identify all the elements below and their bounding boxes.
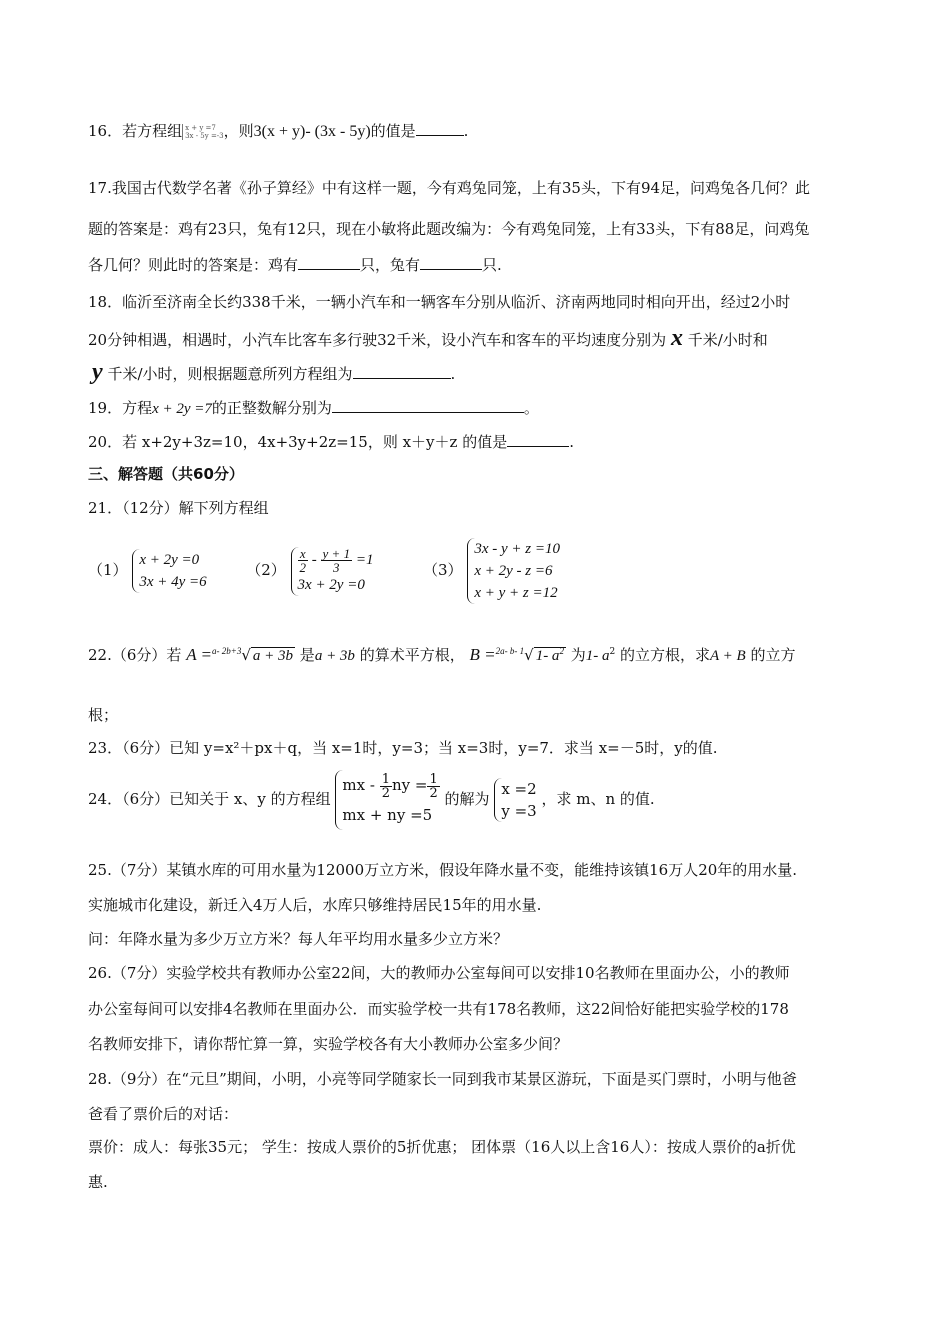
question-28-line-2: 爸看了票价后的对话：: [88, 1105, 239, 1123]
answer-blank[interactable]: [507, 431, 569, 447]
question-26-line-3: 名教师安排下，请你帮忙算一算，实验学校各有大小教师办公室多少间？: [88, 1035, 569, 1053]
question-25-line-3: 问：年降水量为多少万立方米？每人年平均用水量多少立方米？: [88, 930, 509, 948]
question-22-line-1: 22.（6分）若 A =$^{a- 2b+3}$√ a + 3b 是a + 3b 的算术平方根， B =$^{2a- b- 1}$√ 1- $a^2$ 为1- $a^2$ 的立方根，求A + B 的立方: [88, 645, 796, 664]
question-22-line-2: 根；: [88, 706, 119, 724]
equation: x + 2y =7: [152, 401, 212, 417]
question-18-line-1: 18．临沂至济南全长约338千米，一辆小汽车和一辆客车分别从临沂、济南两地同时相向开出，经过2小时: [88, 293, 791, 311]
question-28-line-4: 惠.: [88, 1173, 108, 1191]
question-26-line-2: 办公室每间可以安排4名教师在里面办公．而实验学校一共有178名教师，这22间恰好能把实验学校的178: [88, 1000, 789, 1018]
question-18-line-2: 20分钟相遇，相遇时，小汽车比客车多行驶32千米，设小汽车和客车的平均速度分别为 x 千米/小时和: [88, 325, 768, 351]
solution-system: x =2 y =3: [494, 778, 536, 822]
question-17-line-3: 各几何？则此时的答案是：鸡有 只，兔有 只.: [88, 256, 502, 274]
question-17-line-1: 17.我国古代数学名著《孙子算经》中有这样一题，今有鸡兔同笼，上有35头，下有94足，问鸡兔各几何？此: [88, 179, 811, 197]
equation-system-1: x + 2y =0 3x + 4y =6: [132, 549, 206, 593]
answer-blank-chicken[interactable]: [298, 254, 360, 270]
question-21-title: 21．（12分）解下列方程组: [88, 499, 269, 517]
question-28-line-1: 28.（9分）在“元旦”期间，小明，小亮等同学随家长一同到我市某景区游玩，下面是买门票时，小明与他爸: [88, 1070, 797, 1088]
equation-system-small: x + y =7 3x - 5y =-3: [182, 124, 224, 140]
expression: 3(x + y)- (3x - 5y): [253, 123, 371, 140]
question-20: 20．若 x+2y+3z=10，4x+3y+2z=15，则 x＋y＋z 的值是 .: [88, 433, 574, 451]
question-23: 23．（6分）已知 y=x²＋px＋q，当 x=1时，y=3；当 x=3时，y=7．求当 x=－5时，y的值.: [88, 739, 718, 757]
variable-y: y: [92, 359, 103, 385]
answer-blank[interactable]: [353, 363, 451, 379]
variable-x: x: [670, 325, 683, 351]
question-28-line-3: 票价：成人：每张35元； 学生：按成人票价的5折优惠； 团体票（16人以上含16人）：按成人票价的a折优: [88, 1138, 796, 1156]
question-17-line-2: 题的答案是：鸡有23只，兔有12只，现在小敏将此题改编为：今有鸡兔同笼，上有33头，下有88足，问鸡兔: [88, 220, 810, 238]
question-21-parts: （1） x + 2y =0 3x + 4y =6 （2） $\frac{x}{2}$ - $\frac{y + 1}{3}$ =1 3x + 2y =0 （3） 3x - y + z =10 x + 2y - z =6 x + y + z =12: [88, 538, 560, 604]
question-18-line-3: y 千米/小时，则根据题意所列方程组为 .: [92, 359, 456, 385]
question-16: 16．若方程组 x + y =7 3x - 5y =-3，则3(x + y)- (3x - 5y)的值是 .: [88, 122, 469, 140]
section-heading: 三、解答题（共60分）: [88, 465, 244, 483]
equation-system-mn: mx - $\frac{1}{2}$ ny = $\frac{1}{2}$ mx + ny =5: [335, 770, 439, 830]
question-19: 19．方程x + 2y =7的正整数解分别为 。: [88, 399, 539, 417]
answer-blank[interactable]: [332, 397, 524, 413]
question-25-line-1: 25.（7分）某镇水库的可用水量为12000万立方米，假设年降水量不变，能维持该镇16万人20年的用水量.: [88, 861, 798, 879]
question-26-line-1: 26.（7分）实验学校共有教师办公室22间，大的教师办公室每间可以安排10名教师在里面办公，小的教师: [88, 964, 790, 982]
equation-system-2: $\frac{x}{2}$ - $\frac{y + 1}{3}$ =1 3x + 2y =0: [291, 547, 374, 596]
equation-system-3: 3x - y + z =10 x + 2y - z =6 x + y + z =12: [467, 538, 560, 604]
answer-blank-rabbit[interactable]: [420, 254, 482, 270]
question-24: 24．（6分）已知关于 x、y 的方程组 mx - $\frac{1}{2}$ ny = $\frac{1}{2}$ mx + ny =5 的解为 x =2 y =3 ，求 m、n 的值.: [88, 770, 655, 830]
answer-blank[interactable]: [416, 120, 464, 136]
question-25-line-2: 实施城市化建设，新迁入4万人后，水库只够维持居民15年的用水量.: [88, 896, 542, 914]
